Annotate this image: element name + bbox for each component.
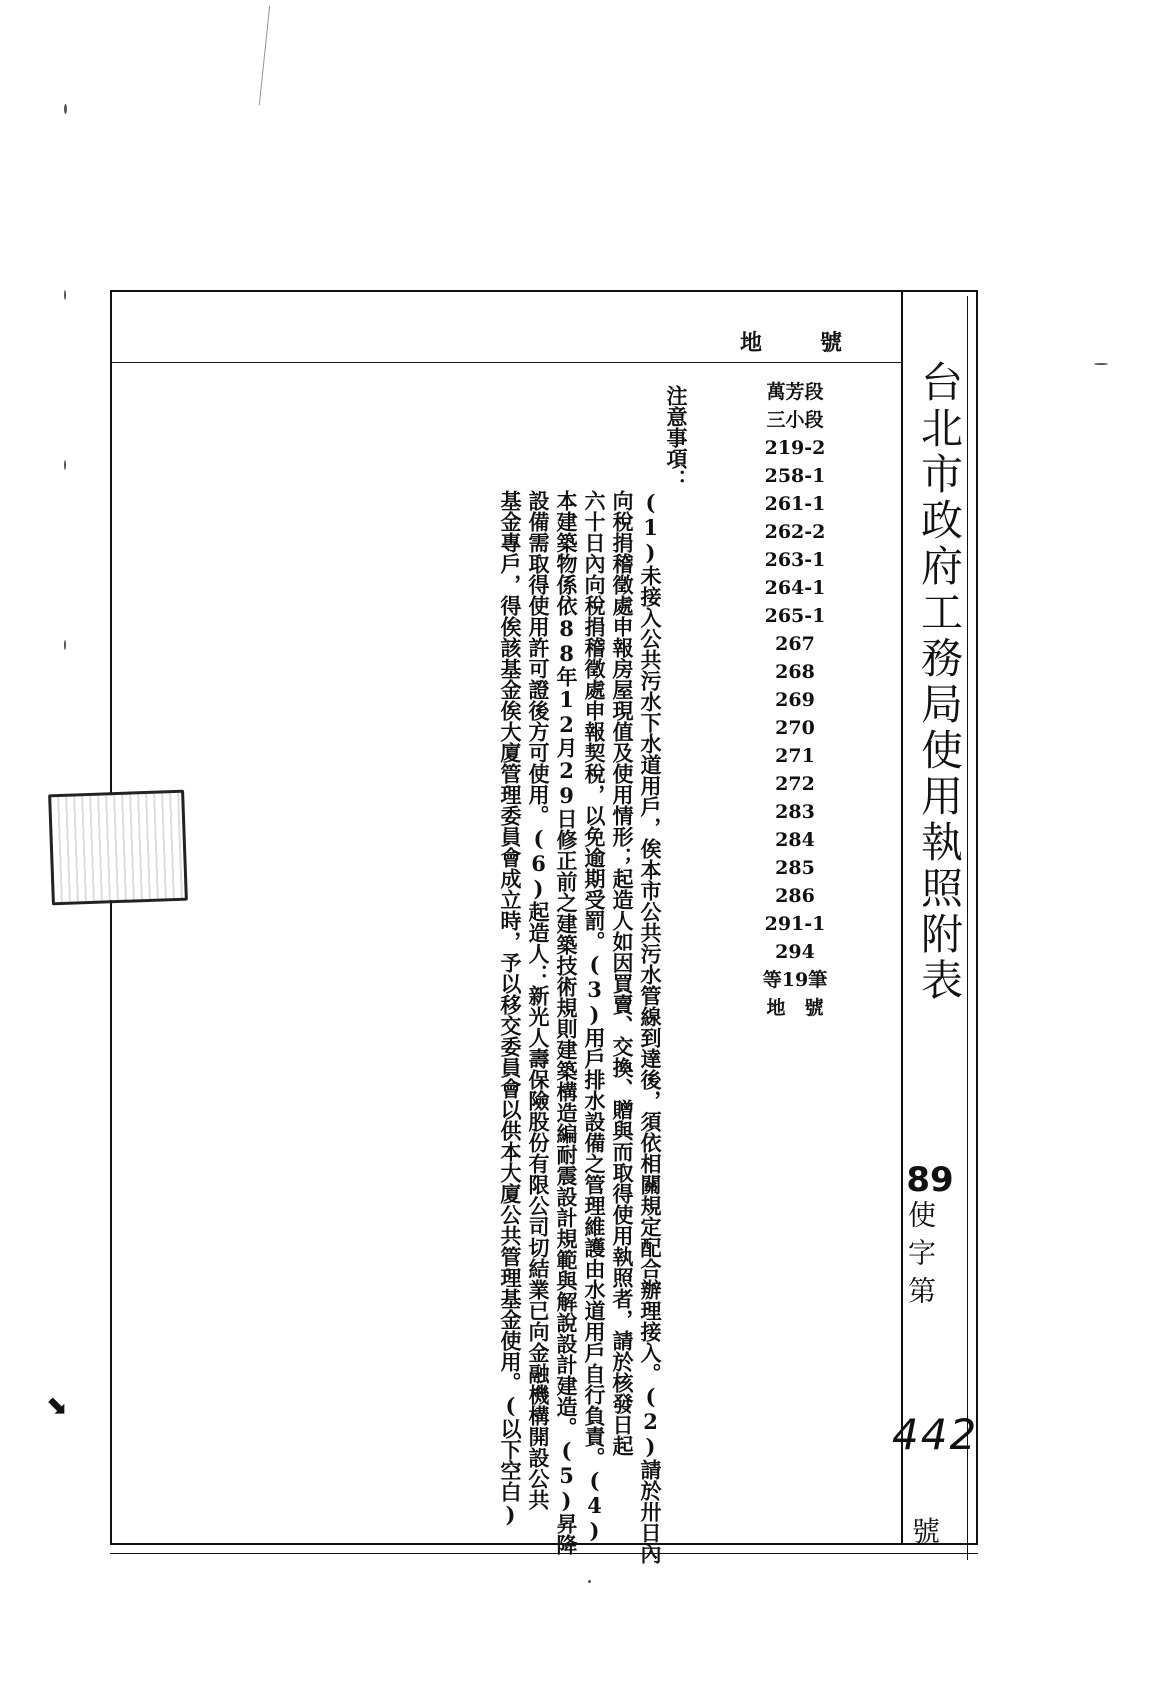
notes-heading: 注意事項： [664,385,689,490]
lot-item: 262-2 [764,521,826,543]
lot-item: 271 [775,745,815,767]
lot-item: 萬芳段 [766,381,824,403]
lot-item: 283 [775,801,815,823]
notes-line: 本建築物係依88年12月29日修正前之建築技術規則建築構造編耐震設計規範與解說設計建造。(5)昇降 [554,490,579,1555]
lot-item: 258-1 [764,465,826,487]
lot-item: 三小段 [766,409,824,431]
lot-item: 284 [775,829,815,851]
lot-item: 219-2 [764,437,826,459]
lot-item: 268 [775,661,815,683]
lot-item: 294 [775,941,815,963]
official-seal-stamp [48,790,188,906]
license-year: 89 [906,1160,954,1200]
lot-item: 291-1 [764,913,826,935]
notes-line: 設備需取得使用許可證後方可使用。(6)起造人：新光人壽保險股份有限公司切結業已向金融機構開設公共 [526,490,551,1510]
lot-number-header: 地 號 [740,330,861,356]
scan-speck [64,104,67,114]
document-title: 台北市政府工務局使用執照附表 [915,360,964,1004]
lot-item: 270 [775,717,815,739]
license-prefix: 使字第 [904,1200,937,1314]
lot-item: 272 [775,773,815,795]
notes-line: 六十日內向稅捐稽徵處申報契稅，以免逾期受罰。(3)用戶排水設備之管理維護由水道用戶自行負責。(4) [582,490,607,1543]
pen-scribble [249,5,270,106]
notes-line: (1)未接入公共污水下水道用戶，俟本市公共污水管線到達後，須依相關規定配合辦理接入。(2)請於卅日內 [638,490,663,1564]
lot-item: 269 [775,689,815,711]
notes-line: 基金專戶，得俟該基金俟大廈管理委員會成立時，予以移交委員會以供本大廈公共管理基金使用。(以下空白) [498,490,523,1527]
lot-item: 等19筆 [762,969,828,991]
license-suffix: 號 [912,1515,941,1548]
scan-speck [64,290,66,300]
lot-item: 267 [775,633,815,655]
scan-speck [1094,363,1108,365]
lot-item: 286 [775,885,815,907]
lot-item: 285 [775,857,815,879]
lot-item: 265-1 [764,605,826,627]
header-divider [110,362,903,363]
corner-flag-mark: ⬊ [45,1390,67,1420]
scan-speck [64,640,66,650]
lot-item: 263-1 [764,549,826,571]
lot-item: 地 號 [766,997,824,1019]
lot-item: 261-1 [764,493,826,515]
lot-number-list [740,378,850,1022]
title-column-outer-border [967,296,968,1560]
notes-line: 向稅捐稽徵處申報房屋現值及使用情形；起造人如因買賣、交換、贈與而取得使用執照者，請於核發日起 [610,490,635,1456]
scan-speck [64,460,66,470]
license-number-handwritten: 442 [892,1410,979,1459]
lot-item: 264-1 [764,577,826,599]
